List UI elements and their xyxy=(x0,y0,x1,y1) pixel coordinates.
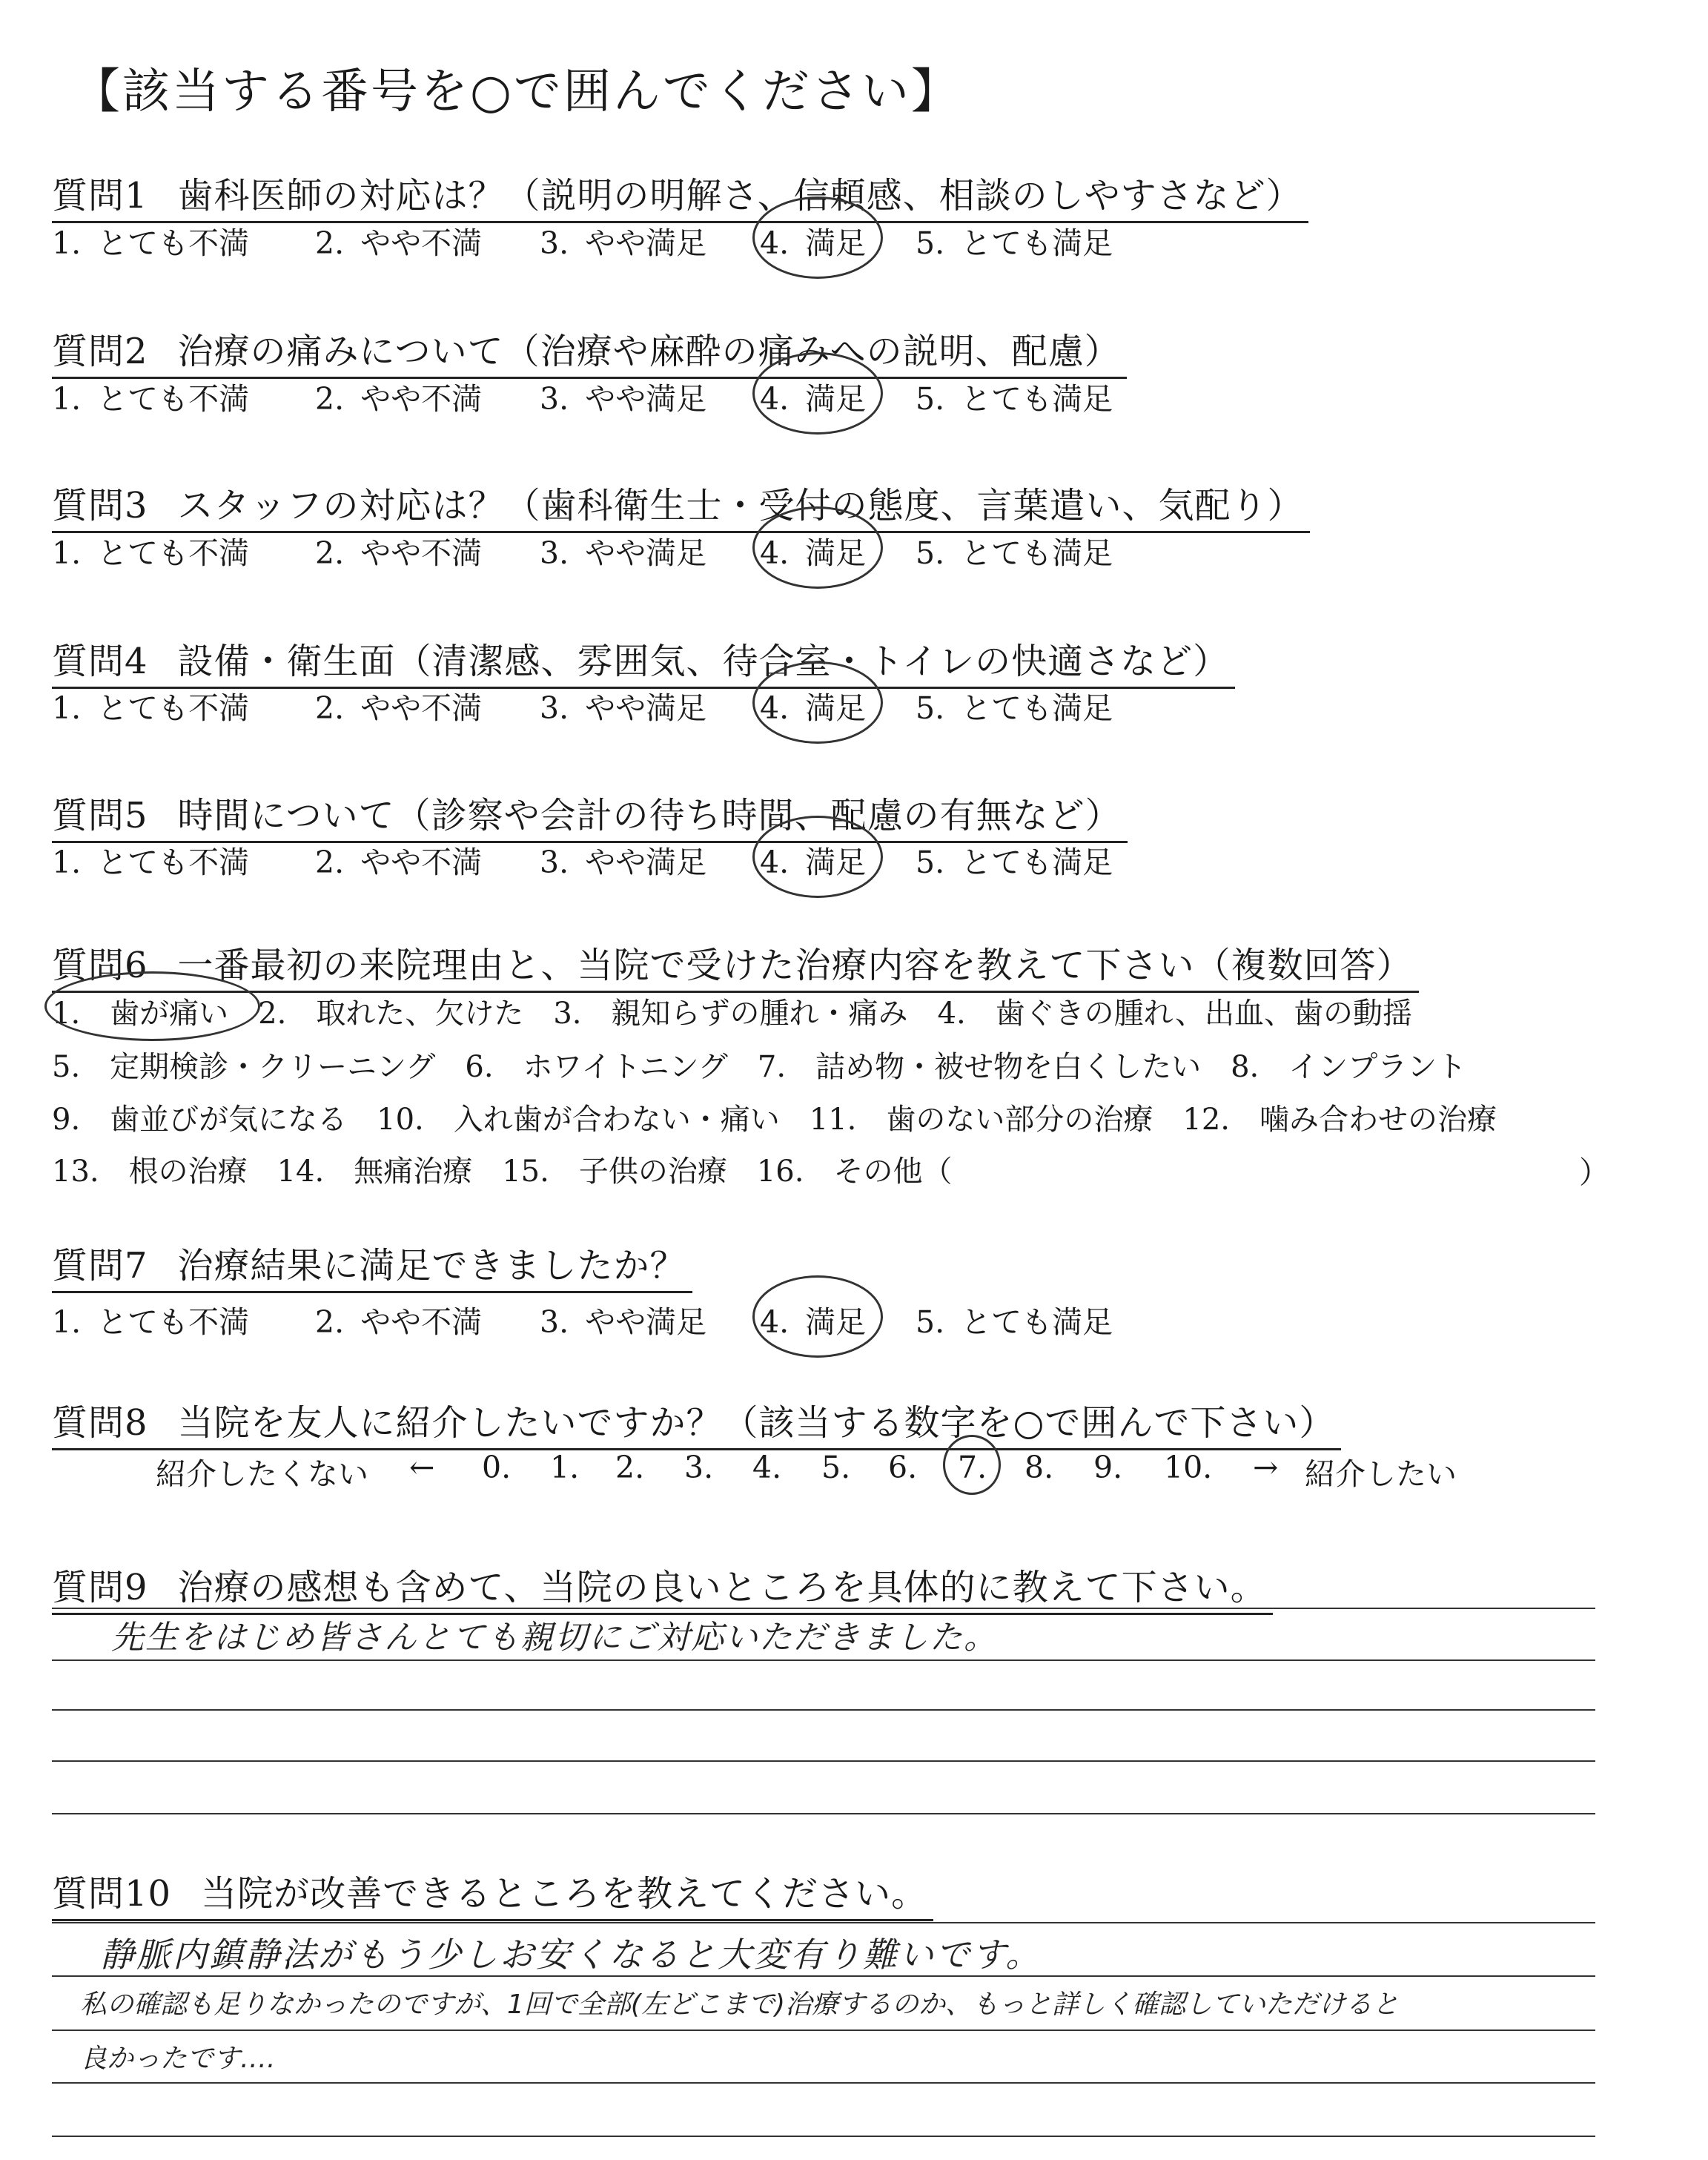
option-number: 2. xyxy=(315,535,345,571)
option-1[interactable] xyxy=(52,374,249,418)
option-number: 5. xyxy=(916,381,945,417)
answer-rule xyxy=(52,1659,1595,1661)
option-2[interactable] xyxy=(315,684,482,727)
scale-number[interactable]: 3. xyxy=(684,1450,714,1485)
answer-rule xyxy=(52,1608,1595,1609)
question-number: 質問5 xyxy=(52,795,148,836)
option-number: 1. xyxy=(52,690,82,726)
option-number: 2. xyxy=(315,690,345,726)
option-label: やや満足 xyxy=(585,225,707,261)
question-text: 歯科医師の対応は？（説明の明解さ、信頼感、相談のしやすさなど） xyxy=(177,175,1302,217)
q9-handwritten-answer: 先生をはじめ皆さんとても親切にご対応いただきました。 xyxy=(111,1619,998,1657)
option-4[interactable] xyxy=(760,374,866,418)
option-number: 4. xyxy=(760,225,790,261)
option-label: やや不満 xyxy=(360,535,483,571)
option-number: 1. xyxy=(52,1304,82,1340)
scale-number[interactable]: 0. xyxy=(482,1450,512,1485)
option-5[interactable] xyxy=(916,838,1113,882)
option-number: 4. xyxy=(760,535,790,571)
question-1-title xyxy=(52,167,1308,223)
option-label: やや満足 xyxy=(585,1304,707,1340)
option-number: 5. xyxy=(916,690,945,726)
option-label: やや満足 xyxy=(585,381,707,417)
option-label: 満足 xyxy=(805,690,867,726)
option-3[interactable] xyxy=(540,684,706,727)
question-6-title xyxy=(52,937,1419,993)
option-label: やや満足 xyxy=(585,535,707,571)
option-label: とても満足 xyxy=(961,381,1113,417)
option-3[interactable] xyxy=(540,838,706,882)
option-4[interactable] xyxy=(760,1298,866,1341)
option-1[interactable] xyxy=(52,838,249,882)
scale-number[interactable]: 4. xyxy=(752,1450,782,1485)
scale-left-label: 紹介したくない xyxy=(156,1456,368,1492)
scale-left-arrow: ← xyxy=(409,1450,435,1485)
option-label: とても満足 xyxy=(961,845,1113,880)
question-text: 治療の感想も含めて、当院の良いところを具体的に教えて下さい。 xyxy=(177,1567,1267,1608)
option-label: とても満足 xyxy=(961,535,1113,571)
scale-number[interactable]: 9. xyxy=(1093,1450,1123,1485)
question-number: 質問8 xyxy=(52,1402,148,1444)
question-8-title xyxy=(52,1394,1341,1450)
option-number: 4. xyxy=(760,381,790,417)
q6-options-row[interactable]: 9. 歯並びが気になる 10. 入れ歯が合わない・痛い 11. 歯のない部分の治療 12. 噛み合わせの治療 xyxy=(52,1103,1497,1137)
q10-handwritten-line: 私の確認も足りなかったのですが、1回で全部(左どこまで)治療するのか、もっと詳しく確認していただけると xyxy=(80,1989,1399,2020)
answer-rule xyxy=(52,2082,1595,2084)
question-text: 治療の痛みについて（治療や麻酔の痛みへの説明、配慮） xyxy=(177,331,1121,372)
option-1[interactable] xyxy=(52,1298,249,1341)
option-number: 3. xyxy=(540,225,569,261)
scale-number[interactable]: 1. xyxy=(550,1450,580,1485)
option-3[interactable] xyxy=(540,219,706,262)
option-2[interactable] xyxy=(315,838,482,882)
option-5[interactable] xyxy=(916,684,1113,727)
option-5[interactable] xyxy=(916,529,1113,572)
recommend-scale xyxy=(52,1450,1535,1494)
option-label: とても不満 xyxy=(97,381,250,417)
option-label: とても不満 xyxy=(97,1304,250,1340)
option-label: 満足 xyxy=(805,381,867,417)
answer-rule xyxy=(52,1709,1595,1711)
option-label: やや不満 xyxy=(360,225,483,261)
option-number: 2. xyxy=(315,381,345,417)
option-number: 1. xyxy=(52,535,82,571)
option-label: やや不満 xyxy=(360,381,483,417)
option-5[interactable] xyxy=(916,374,1113,418)
option-label: とても満足 xyxy=(961,690,1113,726)
question-number: 質問3 xyxy=(52,485,148,526)
question-text: 設備・衛生面（清潔感、雰囲気、待合室・トイレの快適さなど） xyxy=(177,641,1230,682)
option-2[interactable] xyxy=(315,374,482,418)
option-3[interactable] xyxy=(540,529,706,572)
option-label: とても不満 xyxy=(97,690,250,726)
question-10-title xyxy=(52,1865,933,1921)
scale-number[interactable]: 7. xyxy=(958,1450,987,1485)
option-number: 5. xyxy=(916,845,945,880)
option-number: 5. xyxy=(916,1304,945,1340)
option-1[interactable] xyxy=(52,219,249,262)
question-number: 質問10 xyxy=(52,1873,172,1915)
option-number: 2. xyxy=(315,225,345,261)
option-5[interactable] xyxy=(916,1298,1113,1341)
question-number: 質問4 xyxy=(52,641,148,682)
option-number: 2. xyxy=(315,845,345,880)
q6-options-row[interactable]: 13. 根の治療 14. 無痛治療 15. 子供の治療 16. その他（ xyxy=(52,1155,953,1189)
option-label: とても不満 xyxy=(97,225,250,261)
question-number: 質問1 xyxy=(52,175,148,217)
answer-rule xyxy=(52,1922,1595,1923)
scale-right-label: 紹介したい xyxy=(1305,1456,1457,1492)
option-label: 満足 xyxy=(805,1304,867,1340)
option-number: 3. xyxy=(540,535,569,571)
answer-rule xyxy=(52,2029,1595,2031)
answer-rule xyxy=(52,1760,1595,1762)
option-number: 2. xyxy=(315,1304,345,1340)
question-text: 治療結果に満足できましたか？ xyxy=(177,1245,686,1287)
option-1[interactable] xyxy=(52,684,249,727)
option-number: 1. xyxy=(52,225,82,261)
option-label: 満足 xyxy=(805,225,867,261)
option-2[interactable] xyxy=(315,529,482,572)
question-3-title xyxy=(52,477,1310,533)
q10-handwritten-line: 良かったです…. xyxy=(80,2044,276,2074)
option-number: 4. xyxy=(760,1304,790,1340)
question-7-title xyxy=(52,1237,692,1293)
option-number: 4. xyxy=(760,690,790,726)
option-5[interactable] xyxy=(916,219,1113,262)
question-text: 時間について（診察や会計の待ち時間、配慮の有無など） xyxy=(177,795,1122,836)
option-number: 1. xyxy=(52,381,82,417)
option-number: 3. xyxy=(540,845,569,880)
option-number: 1. xyxy=(52,845,82,880)
option-number: 3. xyxy=(540,1304,569,1340)
instruction-header: 【該当する番号を○で囲んでください】 xyxy=(73,65,961,119)
scale-number[interactable]: 8. xyxy=(1025,1450,1054,1485)
option-4[interactable] xyxy=(760,219,866,262)
question-text: スタッフの対応は？（歯科衛生士・受付の態度、言葉遣い、気配り） xyxy=(177,485,1304,526)
option-label: やや満足 xyxy=(585,690,707,726)
question-text: 当院を友人に紹介したいですか？（該当する数字を○で囲んで下さい） xyxy=(177,1402,1336,1444)
option-label: やや不満 xyxy=(360,845,483,880)
q6-options-row[interactable]: 1. 歯が痛い 2. 取れた、欠けた 3. 親知らずの腫れ・痛み 4. 歯ぐきの腫れ、出血、歯の動揺 xyxy=(52,997,1413,1031)
option-label: とても不満 xyxy=(97,845,250,880)
option-4[interactable] xyxy=(760,529,866,572)
question-9-title xyxy=(52,1559,1273,1615)
option-label: やや不満 xyxy=(360,690,483,726)
question-text: 一番最初の来院理由と、当院で受けた治療内容を教えて下さい（複数回答） xyxy=(177,945,1413,986)
question-number: 質問6 xyxy=(52,945,148,986)
option-2[interactable] xyxy=(315,219,482,262)
q6-other-close-paren: ） xyxy=(1579,1155,1609,1190)
q10-handwritten-line: 静脈内鎮静法がもう少しお安くなると大変有り難いです。 xyxy=(100,1935,1042,1975)
question-5-title xyxy=(52,787,1128,843)
option-4[interactable] xyxy=(760,838,866,882)
option-number: 3. xyxy=(540,381,569,417)
option-3[interactable] xyxy=(540,1298,706,1341)
answer-rule xyxy=(52,1813,1595,1814)
option-number: 5. xyxy=(916,225,945,261)
option-2[interactable] xyxy=(315,1298,482,1341)
scale-number[interactable]: 2. xyxy=(615,1450,645,1485)
option-label: 満足 xyxy=(805,535,867,571)
scale-number[interactable]: 5. xyxy=(821,1450,851,1485)
option-3[interactable] xyxy=(540,374,706,418)
option-label: 満足 xyxy=(805,845,867,880)
question-number: 質問7 xyxy=(52,1245,148,1287)
option-label: とても不満 xyxy=(97,535,250,571)
scale-number[interactable]: 10. xyxy=(1164,1450,1213,1485)
option-number: 4. xyxy=(760,845,790,880)
option-label: やや満足 xyxy=(585,845,707,880)
option-1[interactable] xyxy=(52,529,249,572)
option-label: やや不満 xyxy=(360,1304,483,1340)
option-label: とても満足 xyxy=(961,225,1113,261)
option-4[interactable] xyxy=(760,684,866,727)
question-text: 当院が改善できるところを教えてください。 xyxy=(201,1873,928,1915)
question-2-title xyxy=(52,323,1127,379)
scale-right-arrow: → xyxy=(1253,1450,1279,1485)
question-4-title xyxy=(52,633,1235,689)
question-number: 質問2 xyxy=(52,331,148,372)
answer-rule xyxy=(52,2136,1595,2137)
option-number: 5. xyxy=(916,535,945,571)
scale-number[interactable]: 6. xyxy=(888,1450,918,1485)
option-number: 3. xyxy=(540,690,569,726)
q6-options-row[interactable]: 5. 定期検診・クリーニング 6. ホワイトニング 7. 詰め物・被せ物を白くしたい 8. インプラント xyxy=(52,1050,1467,1084)
option-label: とても満足 xyxy=(961,1304,1113,1340)
question-number: 質問9 xyxy=(52,1567,148,1608)
